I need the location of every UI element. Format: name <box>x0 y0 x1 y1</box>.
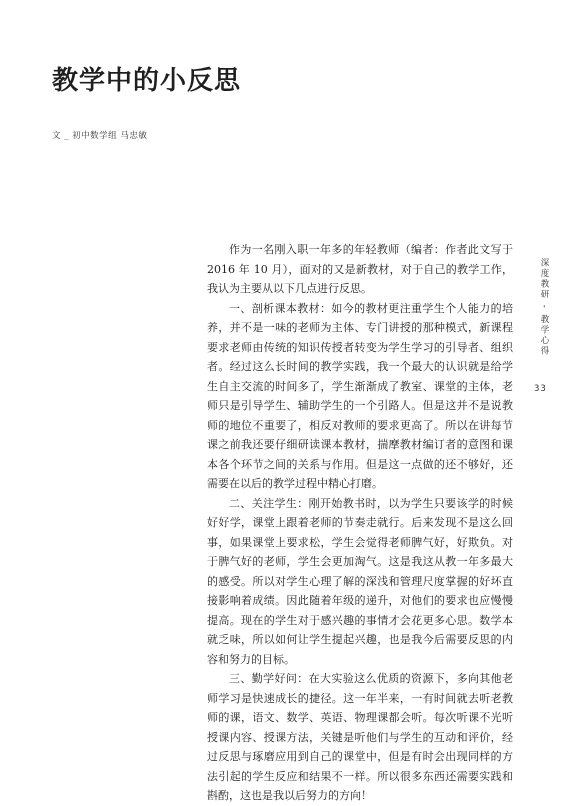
section-label: 深度教研 - 教学心得 <box>539 258 549 357</box>
article-paragraph-students: 二、关注学生：刚开始教书时，以为学生只要该学的时候好好学，课堂上跟着老师的节奏走就行。后来发现不是这么回事，如果课堂上要求松，学生会觉得老师脾气好，好欺负。对于脾气好的老师，学生会更加淘气。这是我这从教一年多最大的感受。所以对学生心理了解的深浅和管理尺度掌握的好坏直接影响着成绩。因此随着年级的递升，对他们的要求也应慢慢提高。现在的学生对于感兴趣的事情才会花更多心思。数学本就乏味，所以如何让学生提起兴趣，也是我今后需要反思的内容和努力的目标。 <box>207 496 513 666</box>
article-body <box>207 240 513 806</box>
author-byline: 文 _ 初中数学组 马忠敏 <box>52 131 148 141</box>
article-title: 教学中的小反思 <box>52 66 242 96</box>
article-paragraph-intro: 作为一名刚入职一年多的年轻教师（编者：作者此文写于 2016 年 10 月），面对的又是新教材，对于自己的教学工作，我认为主要从以下几点进行反思。 <box>207 243 513 295</box>
article-paragraph-textbook: 一、剖析课本教材：如今的教材更注重学生个人能力的培养，并不是一味的老师为主体、专门讲授的那种模式，新课程要求老师由传统的知识传授者转变为学生学习的引导者、组织者。经过这么长时间的教学实践，我一个最大的认识就是给学生自主交流的时间多了，学生渐渐成了教室、课堂的主体，老师只是引导学生、辅助学生的一个引路人。但是这并不是说教师的地位不重要了，相反对教师的要求更高了。所以在讲每节课之前我还要仔细研读课本教材，揣摩教材编订者的意图和课本各个环节之间的关系与作用。但是这一点做的还不够好，还需要在以后的教学过程中精心打磨。 <box>207 301 513 490</box>
article-paragraph-learning: 三、勤学好问：在大实验这么优质的资源下，多向其他老师学习是快速成长的捷径。这一年半来，一有时间就去听老教师的课，语文、数学、英语、物理课都会听。每次听课不光听授课内容、授课方法，关键是听他们与学生的互动和评价，经过反思与琢磨应用到自己的课堂中，但是有时会出现同样的方法引起的学生反应和结果不一样。所以很多东西还需要实践和斟酌，这也是我以后努力的方向！ <box>207 672 513 802</box>
page-number: 33 <box>534 384 547 394</box>
